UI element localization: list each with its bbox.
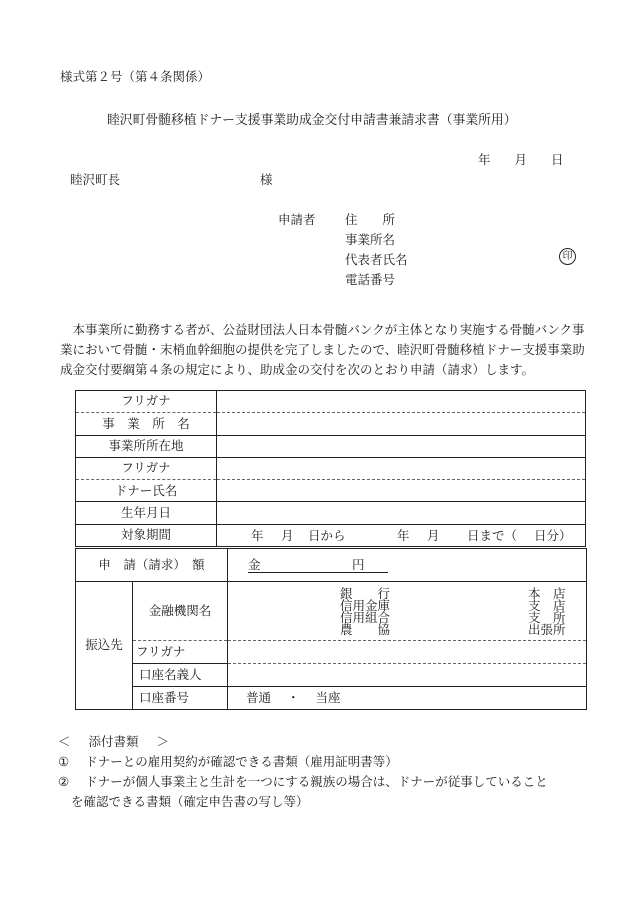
amount-label: 申 請（請求） 額 [76, 549, 228, 582]
donor-furigana-label: フリガナ [76, 457, 217, 479]
amount-underline [248, 558, 388, 573]
period-to-year: 年 [397, 527, 410, 543]
office-address-label: 事業所所在地 [76, 435, 217, 457]
branch-type-sub[interactable]: 支 所 [528, 610, 566, 625]
period-from-month: 月 [281, 527, 294, 543]
payment-table [75, 548, 587, 710]
page-title: 睦沢町骨髄移植ドナー支援事業助成金交付申請書兼請求書（事業所用） [107, 113, 517, 128]
account-number-field[interactable] [228, 687, 587, 710]
bank-type-shinkumi[interactable]: 信用組合 [340, 610, 391, 625]
office-name-field[interactable] [217, 413, 586, 435]
period-from-year: 年 [251, 527, 264, 543]
bank-field[interactable] [228, 582, 587, 641]
office-furigana-label: フリガナ [76, 391, 217, 413]
amount-unit: 円 [352, 557, 365, 572]
amount-prefix: 金 [248, 557, 261, 572]
account-number-label: 口座番号 [133, 687, 228, 710]
attachments-heading-open: ＜ [58, 734, 71, 749]
account-furigana-label: フリガナ [133, 641, 228, 664]
period-to-month: 月 [427, 527, 440, 543]
office-name-label: 事 業 所 名 [76, 413, 217, 435]
account-type-current[interactable]: 当座 [315, 689, 341, 705]
form-number: 様式第２号（第４条関係） [60, 69, 211, 84]
applicant-info-table [75, 390, 586, 547]
date-year-label: 年 [478, 152, 491, 167]
period-to-day: 日まで（ [467, 527, 518, 543]
attachment-mark: ① [58, 754, 70, 769]
attachment-text: ドナーが個人事業主と生計を一つにする親族の場合は、ドナーが従事していること [85, 774, 548, 789]
donor-furigana-field[interactable] [217, 457, 586, 479]
attachments-heading-text: 添付書類 [88, 734, 139, 749]
applicant-label: 申請者 [278, 212, 316, 227]
account-furigana-field[interactable] [228, 641, 587, 664]
bank-type-shinkin[interactable]: 信用金庫 [340, 598, 391, 613]
account-type-separator: ・ [287, 689, 300, 705]
birth-date-label: 生年月日 [76, 502, 217, 524]
bank-type-bank[interactable]: 銀 行 [340, 586, 391, 601]
attachment-item [58, 753, 398, 772]
period-label: 対象期間 [120, 527, 171, 543]
account-type-ordinary[interactable]: 普通 [246, 689, 272, 705]
period-from-day: 日から [308, 527, 346, 543]
addressee-name: 睦沢町長 [70, 172, 121, 187]
branch-type-office[interactable]: 出張所 [528, 622, 566, 637]
attachments-heading-close: ＞ [156, 734, 170, 749]
account-holder-label: 口座名義人 [133, 664, 228, 687]
date-line[interactable] [478, 151, 564, 170]
amount-field[interactable] [228, 549, 587, 582]
branch-type-main[interactable]: 本 店 [528, 586, 566, 601]
period-days: 日分） [534, 527, 572, 543]
transfer-label: 振込先 [76, 582, 133, 710]
addressee-honorific: 様 [260, 172, 273, 187]
date-month-label: 月 [514, 152, 528, 167]
office-address-field[interactable] [217, 435, 586, 457]
applicant-representative-label[interactable]: 代表者氏名 [345, 252, 408, 267]
birth-date-field[interactable] [217, 502, 586, 524]
date-day-label: 日 [551, 152, 564, 167]
applicant-office-name-label[interactable]: 事業所名 [345, 232, 396, 247]
body-paragraph: 本事業所に勤務する者が、公益財団法人日本骨髄バンクが主体となり実施する骨髄バンク事業において骨髄・末梢血幹細胞の提供を完了しましたので、睦沢町骨髄移植ドナー支援事業助成金交付要綱第４条の規定により、助成金の交付を次のとおり申請（請求）します。 [60, 322, 585, 377]
account-holder-field[interactable] [228, 664, 587, 687]
bank-label: 金融機関名 [133, 582, 228, 641]
attachment-continuation: を確認できる書類（確定申告書の写し等） [71, 794, 309, 809]
branch-type-branch[interactable]: 支 店 [528, 598, 566, 613]
donor-name-label: ドナー氏名 [76, 480, 217, 502]
office-furigana-field[interactable] [217, 391, 586, 413]
attachment-mark: ② [58, 774, 70, 789]
bank-type-nokyo[interactable]: 農 協 [340, 622, 391, 637]
donor-name-field[interactable] [217, 480, 586, 502]
attachment-item [58, 773, 548, 792]
period-field[interactable] [217, 524, 586, 546]
seal-icon: 印 [559, 248, 576, 265]
applicant-address-label[interactable]: 住 所 [345, 212, 396, 227]
attachment-text: ドナーとの雇用契約が確認できる書類（雇用証明書等） [85, 754, 398, 769]
attachments-heading [58, 733, 169, 752]
applicant-phone-label[interactable]: 電話番号 [345, 272, 396, 287]
